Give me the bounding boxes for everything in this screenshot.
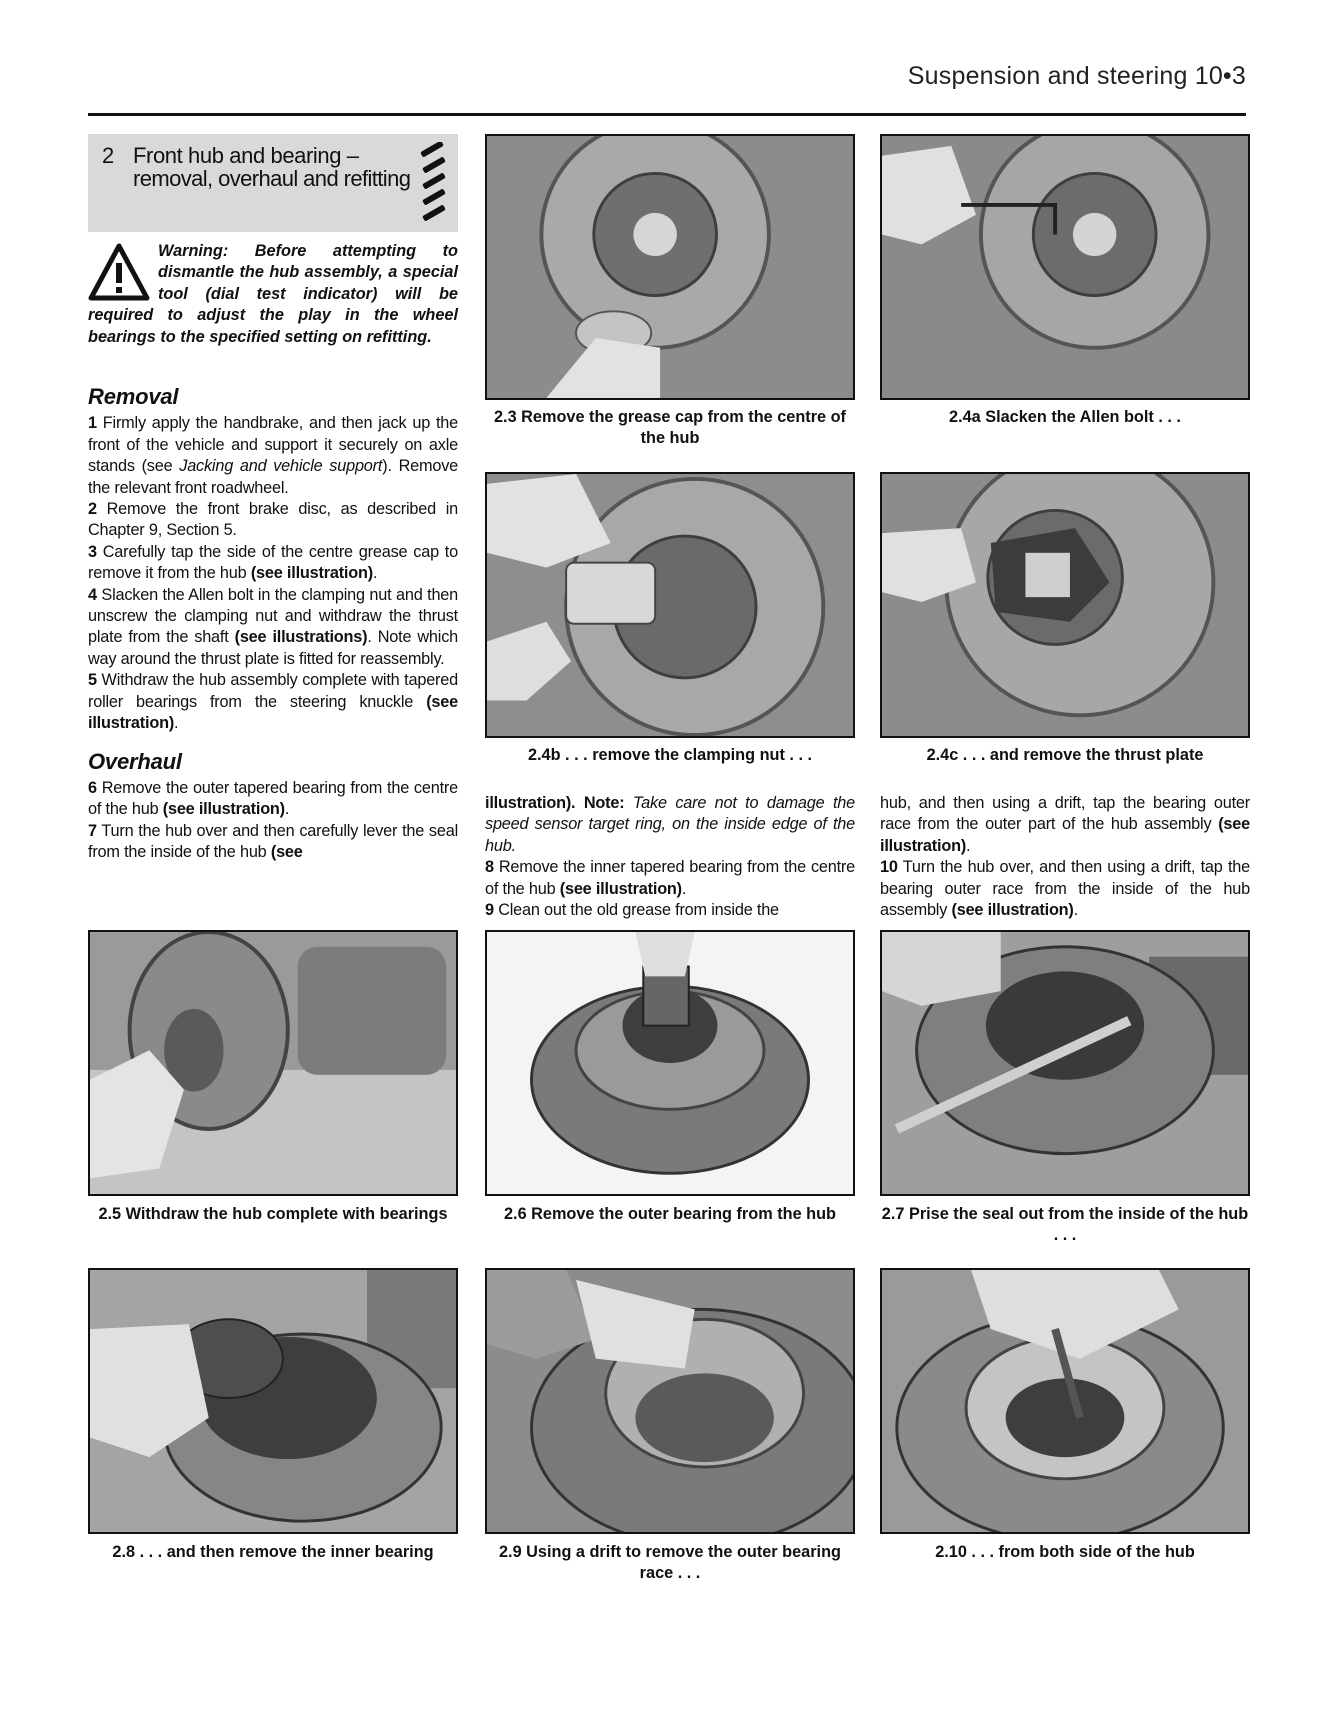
column-3-text <box>880 793 1250 921</box>
paragraph-7-cont: illustration). Note: Take care not to damage the speed sensor target ring, on the inside edge of the hub. <box>485 794 855 855</box>
photo-2-7 <box>880 930 1250 1196</box>
caption-2-4c: 2.4c . . . and remove the thrust plate <box>926 746 1204 764</box>
paragraph-9-cont: hub, and then using a drift, tap the bearing outer race from the outer part of the hub assembly (see illustration). <box>880 794 1250 855</box>
photo-2-4a <box>880 134 1250 400</box>
caption-2-8: 2.8 . . . and then remove the inner bearing <box>112 1543 434 1561</box>
column-1-text <box>88 386 458 864</box>
overhaul-heading: Overhaul <box>88 748 182 774</box>
page-header-title: Suspension and steering 10•3 <box>907 62 1246 90</box>
column-2-text <box>485 793 855 921</box>
difficulty-spanner-icon <box>414 142 452 226</box>
paragraph-2: 2 Remove the front brake disc, as described in Chapter 9, Section 5. <box>88 500 458 540</box>
paragraph-3: 3 Carefully tap the side of the centre grease cap to remove it from the hub (see illustration). <box>88 542 458 583</box>
paragraph-10: 10 Turn the hub over, and then using a drift, tap the bearing outer race from the inside of the hub assembly (see illustration). <box>880 858 1250 920</box>
caption-2-4a: 2.4a Slacken the Allen bolt . . . <box>949 408 1181 426</box>
paragraph-6: 6 Remove the outer tapered bearing from the centre of the hub (see illustration). <box>88 778 458 819</box>
warning-text: Warning: Before attempting to dismantle the hub assembly, a special tool (dial test indicator) will be required to adjust the play in the wheel bearings to the specified setting on refitting. <box>88 242 458 346</box>
photo-2-5 <box>88 930 458 1196</box>
paragraph-4: 4 Slacken the Allen bolt in the clamping nut and then unscrew the clamping nut and withdraw the thrust plate from the shaft (see illustrations). Note which way around the thrust plate is fitted for reassembly. <box>88 585 459 668</box>
section-subtitle: removal, overhaul and refitting <box>133 166 411 191</box>
section-title: Front hub and bearing – <box>133 143 359 168</box>
photo-2-9 <box>485 1268 855 1534</box>
photo-2-3 <box>485 134 855 400</box>
caption-2-10: 2.10 . . . from both side of the hub <box>935 1543 1195 1561</box>
caption-2-6: 2.6 Remove the outer bearing from the hub <box>503 1205 836 1223</box>
section-number: 2 <box>102 143 115 168</box>
caption-2-9: 2.9 Using a drift to remove the outer bearing race . . . <box>499 1543 841 1583</box>
paragraph-8: 8 Remove the inner tapered bearing from the centre of the hub (see illustration). <box>485 858 855 898</box>
paragraph-1: 1 Firmly apply the handbrake, and then jack up the front of the vehicle and support it securely on axle stands (see Jacking and vehicle support). Remove the relevant front roadwheel. <box>88 414 458 497</box>
warning-triangle-icon <box>88 243 150 301</box>
caption-2-4b: 2.4b . . . remove the clamping nut . . . <box>527 746 813 764</box>
photo-2-8 <box>88 1268 458 1534</box>
photo-2-4c <box>880 472 1250 738</box>
photo-2-4b <box>485 472 855 738</box>
paragraph-7: 7 Turn the hub over and then carefully lever the seal from the inside of the hub (see <box>88 821 458 862</box>
photo-2-6 <box>485 930 855 1196</box>
section-heading-box <box>88 134 458 232</box>
caption-2-3: 2.3 Remove the grease cap from the centre of the hub <box>494 408 846 448</box>
removal-heading: Removal <box>88 384 179 409</box>
caption-2-7: 2.7 Prise the seal out from the inside of the hub . . . <box>881 1205 1249 1245</box>
paragraph-9: 9 Clean out the old grease from inside the <box>485 901 779 920</box>
warning-block <box>88 241 458 348</box>
caption-2-5: 2.5 Withdraw the hub complete with bearings <box>98 1205 448 1223</box>
header-rule <box>88 113 1246 116</box>
photo-2-10 <box>880 1268 1250 1534</box>
paragraph-5: 5 Withdraw the hub assembly complete with tapered roller bearings from the steering knuckle (see illustration). <box>88 671 458 733</box>
